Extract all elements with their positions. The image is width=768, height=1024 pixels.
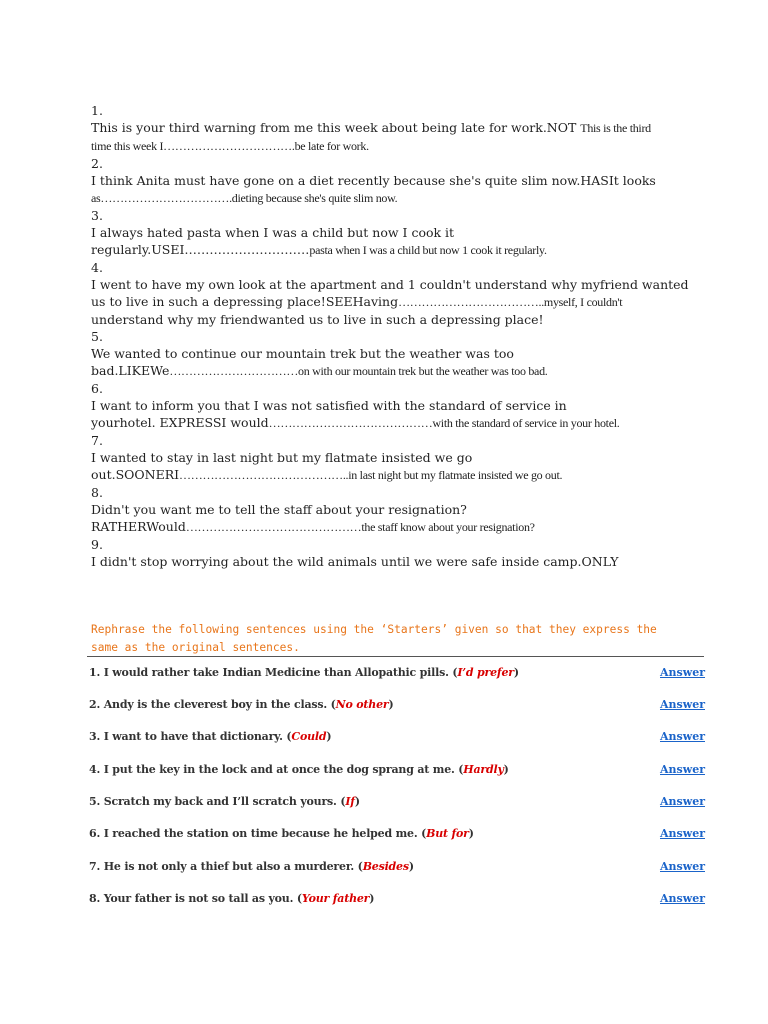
- item-sentence: I didn't stop worrying about the wild animals until we were safe inside camp.ONLY: [91, 554, 619, 569]
- question-text: 1. I would rather take Indian Medicine than Allopathic pills. (: [89, 666, 458, 679]
- item-sentence: We wanted to continue our mountain trek but the weather was too: [91, 346, 514, 361]
- answer-link[interactable]: Answer: [660, 698, 705, 711]
- question-text: 2. Andy is the cleverest boy in the class. (: [89, 698, 336, 711]
- item-sentence: I wanted to stay in last night but my flatmate insisted we go: [91, 450, 473, 465]
- item-rewrite: ……………………………on with our mountain trek but the weather was too bad.: [169, 364, 548, 378]
- exercise-item: [91, 259, 711, 328]
- answer-link[interactable]: Answer: [660, 666, 705, 679]
- answer-link[interactable]: Answer: [660, 795, 705, 808]
- exercise-item: [91, 102, 711, 155]
- item-rewrite-cont: understand why my friendwanted us to live in such a depressing place!: [91, 312, 544, 327]
- item-sentence-cont: This is the third: [580, 121, 651, 135]
- item-number: 6.: [91, 381, 103, 396]
- item-rewrite: ………………………………………the staff know about your resignation?: [185, 520, 535, 534]
- item-sentence: This is your third warning from me this week about being late for work.NOT: [91, 120, 581, 135]
- item-number: 8.: [91, 485, 103, 500]
- starter-word: If: [345, 795, 355, 808]
- answer-link[interactable]: Answer: [660, 892, 705, 905]
- item-keyword: us to live in such a depressing place!SEEHaving: [91, 294, 399, 309]
- starter-word: Besides: [362, 860, 409, 873]
- question-text: 4. I put the key in the lock and at once the dog sprang at me. (: [89, 763, 464, 776]
- item-keyword: regularly.USEI…………………………: [91, 242, 310, 257]
- question-row: 8. Your father is not so tall as you. (Your father) Answer: [89, 892, 705, 905]
- answer-link[interactable]: Answer: [660, 730, 705, 743]
- exercise-item: [91, 432, 711, 484]
- starter-word: But for: [426, 827, 469, 840]
- exercise-list: [91, 102, 711, 570]
- starter-word: Hardly: [463, 763, 504, 776]
- starter-word: Your father: [301, 892, 370, 905]
- starter-word: I’d prefer: [457, 666, 514, 679]
- item-keyword: out.SOONERI: [91, 467, 180, 482]
- item-number: 4.: [91, 260, 103, 275]
- exercise-item: [91, 155, 711, 207]
- item-rewrite: ……………………………………with the standard of service in your hotel.: [268, 416, 620, 430]
- exercise-item: [91, 484, 711, 536]
- item-number: 1.: [91, 103, 103, 118]
- item-sentence: I think Anita must have gone on a diet recently because she's quite slim now.HASIt looks: [91, 173, 656, 188]
- item-rewrite: ………………………………..myself, I couldn't: [398, 295, 623, 309]
- question-row: 4. I put the key in the lock and at once the dog sprang at me. (Hardly) Answer: [89, 763, 705, 776]
- divider: [87, 656, 704, 657]
- question-text: 6. I reached the station on time because he helped me. (: [89, 827, 427, 840]
- question-text: 5. Scratch my back and I’ll scratch yours. (: [89, 795, 346, 808]
- question-row: 5. Scratch my back and I’ll scratch yours. (If) Answer: [89, 795, 705, 808]
- item-rewrite: time this week I…………………………….be late for work.: [91, 139, 369, 153]
- item-rewrite: pasta when I was a child but now 1 cook it regularly.: [309, 243, 547, 257]
- item-keyword: yourhotel. EXPRESSI would: [91, 415, 269, 430]
- item-rewrite: ……………………………………..in last night but my flatmate insisted we go out.: [179, 468, 563, 482]
- item-keyword: bad.LIKEWe: [91, 363, 170, 378]
- question-text: 8. Your father is not so tall as you. (: [89, 892, 302, 905]
- question-text: 7. He is not only a thief but also a murderer. (: [89, 860, 363, 873]
- exercise-item: [91, 328, 711, 380]
- item-sentence: I want to inform you that I was not satisfied with the standard of service in: [91, 398, 567, 413]
- question-row: 6. I reached the station on time because he helped me. (But for) Answer: [89, 827, 705, 840]
- starter-word: No other: [335, 698, 389, 711]
- answer-link[interactable]: Answer: [660, 860, 705, 873]
- item-number: 7.: [91, 433, 103, 448]
- item-number: 9.: [91, 537, 103, 552]
- exercise-item: [91, 380, 711, 432]
- answer-link[interactable]: Answer: [660, 763, 705, 776]
- item-rewrite: as…………………………….dieting because she's quite slim now.: [91, 191, 398, 205]
- question-row: 3. I want to have that dictionary. (Could) Answer: [89, 730, 705, 743]
- question-row: 7. He is not only a thief but also a murderer. (Besides) Answer: [89, 860, 705, 873]
- item-number: 3.: [91, 208, 103, 223]
- item-sentence: I went to have my own look at the apartment and 1 couldn't understand why myfriend wanted: [91, 277, 689, 292]
- answer-link[interactable]: Answer: [660, 827, 705, 840]
- starter-word: Could: [291, 730, 327, 743]
- item-sentence: Didn't you want me to tell the staff about your resignation?: [91, 502, 467, 517]
- exercise-item: [91, 207, 711, 259]
- question-row: 2. Andy is the cleverest boy in the class. (No other) Answer: [89, 698, 705, 711]
- item-keyword: RATHERWould: [91, 519, 186, 534]
- question-row: 1. I would rather take Indian Medicine than Allopathic pills. (I’d prefer) Answer: [89, 666, 705, 679]
- question-text: 3. I want to have that dictionary. (: [89, 730, 292, 743]
- item-number: 5.: [91, 329, 103, 344]
- rephrase-instruction: Rephrase the following sentences using the ‘Starters’ given so that they express the same as the original sentences.: [91, 623, 657, 654]
- item-sentence: I always hated pasta when I was a child but now I cook it: [91, 225, 455, 240]
- exercise-item: [91, 536, 711, 570]
- item-number: 2.: [91, 156, 103, 171]
